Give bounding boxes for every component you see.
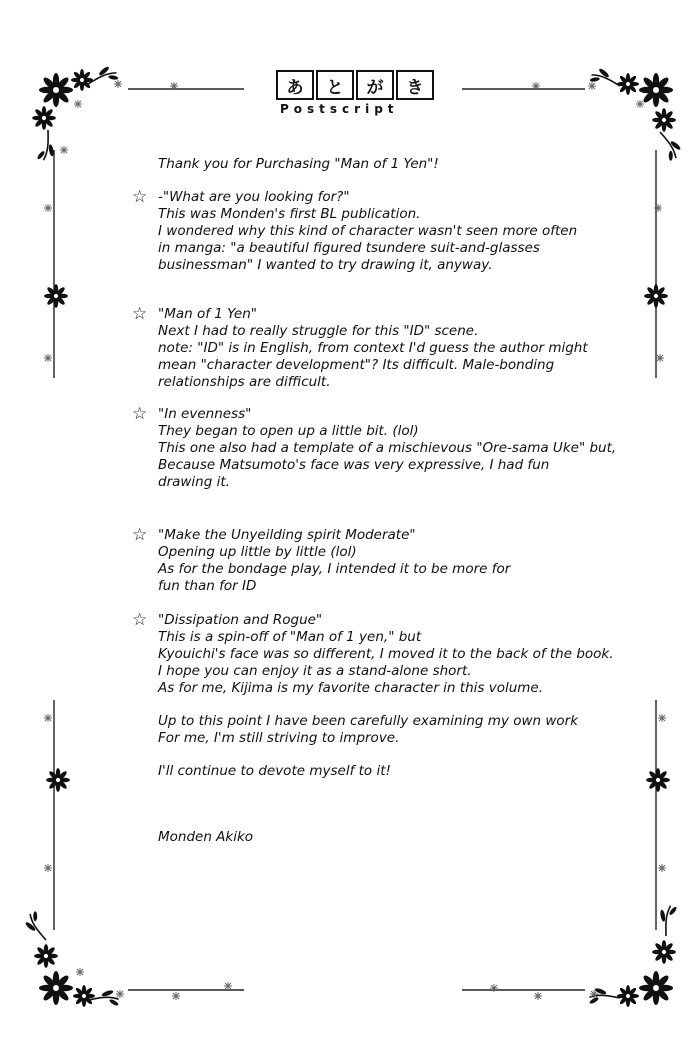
section-line: "Make the Unyeilding spirit Moderate" bbox=[158, 527, 416, 543]
section-line: As for the bondage play, I intended it to be more for bbox=[158, 561, 511, 577]
closing-line: For me, I'm still striving to improve. bbox=[158, 730, 400, 746]
kana-box: き bbox=[396, 70, 434, 100]
section-line: Because Matsumoto's face was very expressive, I had fun bbox=[158, 457, 550, 473]
kana-box: あ bbox=[276, 70, 314, 100]
postscript-header bbox=[276, 70, 436, 116]
section-line: "Man of 1 Yen" bbox=[158, 306, 257, 322]
kana-box: と bbox=[316, 70, 354, 100]
closing-paragraph bbox=[158, 713, 578, 747]
section-line: They began to open up a little bit. (lol) bbox=[158, 423, 419, 439]
section-line: This was Monden's first BL publication. bbox=[158, 206, 421, 222]
section-line: I wondered why this kind of character wasn't seen more often bbox=[158, 223, 578, 239]
star-outline-icon: ☆ bbox=[132, 404, 148, 424]
section-line: -"What are you looking for?" bbox=[158, 189, 350, 205]
section-4 bbox=[158, 527, 510, 595]
section-line: note: "ID" is in English, from context I'd guess the author might bbox=[158, 340, 588, 356]
section-line: "In evenness" bbox=[158, 406, 252, 422]
section-line: mean "character development"? Its difficult. Male-bonding bbox=[158, 357, 555, 373]
section-line: This is a spin-off of "Man of 1 yen," but bbox=[158, 629, 422, 645]
closing-line: Up to this point I have been carefully examining my own work bbox=[158, 713, 579, 729]
section-line: As for me, Kijima is my favorite character in this volume. bbox=[158, 680, 544, 696]
star-outline-icon: ☆ bbox=[132, 610, 148, 630]
section-line: "Dissipation and Rogue" bbox=[158, 612, 323, 628]
section-line: fun than for ID bbox=[158, 578, 257, 594]
section-2 bbox=[158, 306, 588, 391]
section-line: This one also had a template of a mischievous "Ore-sama Uke" but, bbox=[158, 440, 617, 456]
star-outline-icon: ☆ bbox=[132, 304, 148, 324]
kana-box: が bbox=[356, 70, 394, 100]
section-5 bbox=[158, 612, 614, 697]
section-line: businessman" I wanted to try drawing it, anyway. bbox=[158, 257, 493, 273]
star-outline-icon: ☆ bbox=[132, 187, 148, 207]
section-line: Kyouichi's face was so different, I moved it to the back of the book. bbox=[158, 646, 614, 662]
section-line: in manga: "a beautiful figured tsundere suit-and-glasses bbox=[158, 240, 540, 256]
section-1 bbox=[158, 189, 577, 274]
section-3 bbox=[158, 406, 616, 491]
intro-line: Thank you for Purchasing "Man of 1 Yen"! bbox=[158, 156, 439, 172]
star-outline-icon: ☆ bbox=[132, 525, 148, 545]
title-kana bbox=[276, 70, 436, 100]
section-line: drawing it. bbox=[158, 474, 230, 490]
section-line: Opening up little by little (lol) bbox=[158, 544, 357, 560]
header-subtitle: Postscript bbox=[280, 102, 399, 116]
signature: Monden Akiko bbox=[158, 829, 254, 845]
section-line: I hope you can enjoy it as a stand-alone short. bbox=[158, 663, 472, 679]
final-line: I'll continue to devote myself to it! bbox=[158, 763, 391, 779]
section-line: Next I had to really struggle for this "ID" scene. bbox=[158, 323, 479, 339]
section-line: relationships are difficult. bbox=[158, 374, 331, 390]
